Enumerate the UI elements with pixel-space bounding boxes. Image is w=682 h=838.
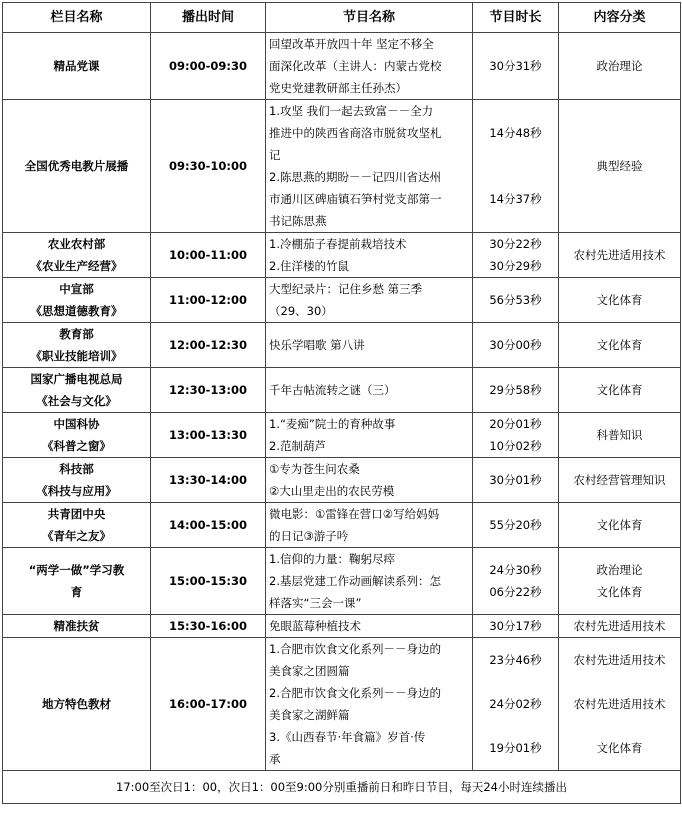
duration-cell [473, 100, 559, 233]
program-title-line: 记 [269, 148, 281, 162]
program-title-line: 免眼蓝莓种植技术 [269, 619, 361, 633]
program-title-line: 样落实“三会一课” [269, 596, 362, 610]
column-name-line: 中国科协 [53, 417, 100, 431]
program-title-line: 1.冷棚茄子春提前栽培技术 [269, 237, 407, 251]
duration-value: 23分46秒 [489, 653, 542, 667]
category-cell [559, 503, 681, 548]
duration-cell [473, 368, 559, 413]
broadcast-time-cell: 14:00-15:00 [151, 503, 266, 548]
column-name-cell [3, 548, 151, 615]
schedule-row [3, 413, 681, 458]
program-title-line: 2.陈思燕的期盼－－记四川省达州 [269, 170, 441, 184]
program-title-cell [266, 548, 473, 615]
program-title-cell [266, 323, 473, 368]
category-value: 文化体育 [596, 383, 643, 397]
broadcast-time-cell: 16:00-17:00 [151, 638, 266, 771]
duration-value: 14分48秒 [489, 126, 542, 140]
schedule-row [3, 638, 681, 771]
category-value: 文化体育 [596, 741, 643, 755]
column-name-cell [3, 413, 151, 458]
column-name-cell [3, 100, 151, 233]
schedule-row [3, 503, 681, 548]
program-title-line: 2.合肥市饮食文化系列－－身边的 [269, 686, 441, 700]
header-broadcast-time: 播出时间 [151, 3, 266, 33]
duration-value: 29分58秒 [489, 383, 542, 397]
category-cell [559, 458, 681, 503]
program-title-line: ②大山里走出的农民劳模 [269, 484, 395, 498]
broadcast-time-cell: 13:00-13:30 [151, 413, 266, 458]
category-value: 文化体育 [596, 338, 643, 352]
category-cell [559, 278, 681, 323]
program-title-line: ①专为苍生问农桑 [269, 462, 360, 476]
program-schedule-table [2, 2, 681, 804]
program-title-cell [266, 638, 473, 771]
duration-cell [473, 323, 559, 368]
broadcast-time-cell: 11:00-12:00 [151, 278, 266, 323]
schedule-row [3, 278, 681, 323]
column-name-cell [3, 233, 151, 278]
category-cell [559, 413, 681, 458]
column-name-line: 育 [70, 585, 83, 599]
category-value: 文化体育 [596, 585, 643, 599]
duration-cell [473, 413, 559, 458]
schedule-row [3, 33, 681, 100]
broadcast-time-cell: 13:30-14:00 [151, 458, 266, 503]
column-name-line: 《青年之友》 [42, 529, 111, 543]
column-name-line: 精品党课 [53, 59, 100, 73]
duration-value: 30分00秒 [489, 338, 542, 352]
header-row [3, 3, 681, 33]
column-name-cell [3, 638, 151, 771]
column-name-line: “两学一做”学习教 [28, 563, 125, 577]
category-value: 政治理论 [596, 59, 643, 73]
program-title-line: 1.“麦痴”院士的育种故事 [269, 417, 396, 431]
header-category: 内容分类 [559, 3, 681, 33]
duration-value: 55分20秒 [489, 518, 542, 532]
column-name-cell [3, 33, 151, 100]
duration-value: 10分02秒 [489, 439, 542, 453]
category-cell [559, 615, 681, 638]
category-cell [559, 33, 681, 100]
program-title-line: 的日记③游子吟 [269, 529, 349, 543]
duration-cell [473, 33, 559, 100]
duration-value: 19分01秒 [489, 741, 542, 755]
program-title-cell [266, 100, 473, 233]
column-name-line: 国家广播电视总局 [30, 372, 123, 386]
column-name-cell [3, 368, 151, 413]
program-title-cell [266, 233, 473, 278]
program-title-line: 千年古帖流转之谜（三） [269, 383, 396, 397]
category-cell [559, 638, 681, 771]
broadcast-time-cell: 12:00-12:30 [151, 323, 266, 368]
duration-value: 30分17秒 [489, 619, 542, 633]
duration-value: 56分53秒 [489, 293, 542, 307]
program-title-line: 1.合肥市饮食文化系列－－身边的 [269, 642, 441, 656]
duration-value: 30分22秒 [489, 237, 542, 251]
program-title-line: 书记陈思燕 [269, 214, 327, 228]
column-name-line: 全国优秀电教片展播 [24, 159, 129, 173]
header-column-name: 栏目名称 [3, 3, 151, 33]
column-name-line: 《职业技能培训》 [30, 349, 123, 363]
category-value: 农村经营管理知识 [573, 473, 666, 487]
program-title-line: 党史党建教研部主任孙杰） [269, 81, 407, 95]
duration-value: 06分22秒 [489, 585, 542, 599]
duration-value: 24分30秒 [489, 563, 542, 577]
schedule-row [3, 233, 681, 278]
header-duration: 节目时长 [473, 3, 559, 33]
duration-cell [473, 638, 559, 771]
program-title-line: 1.攻坚 我们一起去致富－－全力 [269, 104, 434, 118]
category-cell [559, 368, 681, 413]
broadcast-time-cell: 09:00-09:30 [151, 33, 266, 100]
footer-row [3, 771, 681, 804]
program-title-line: 推进中的陕西省商洛市脱贫攻坚札 [269, 126, 442, 140]
category-value: 农村先进适用技术 [573, 248, 666, 262]
program-title-line: 大型纪录片：记住乡愁 第三季 [269, 282, 423, 296]
broadcast-time-cell: 10:00-11:00 [151, 233, 266, 278]
category-value: 政治理论 [596, 563, 643, 577]
schedule-row [3, 615, 681, 638]
duration-value: 30分31秒 [489, 59, 542, 73]
program-title-line: 快乐学唱歌 第八讲 [269, 338, 365, 352]
program-title-line: 2.基层党建工作动画解读系列：怎 [269, 574, 441, 588]
broadcast-time-cell: 12:30-13:00 [151, 368, 266, 413]
program-title-cell [266, 615, 473, 638]
schedule-row [3, 548, 681, 615]
program-title-line: 3.《山西春节·年食篇》岁首·传 [269, 730, 426, 744]
schedule-row [3, 323, 681, 368]
broadcast-time-cell: 09:30-10:00 [151, 100, 266, 233]
column-name-line: 地方特色教材 [42, 697, 111, 711]
program-title-line: 微电影：①雷锋在营口②写给妈妈 [269, 507, 440, 521]
program-title-line: （29、30） [269, 304, 333, 318]
schedule-body [3, 33, 681, 771]
column-name-cell [3, 503, 151, 548]
category-value: 典型经验 [596, 159, 643, 173]
duration-value: 30分01秒 [489, 473, 542, 487]
column-name-line: 共青团中央 [47, 507, 106, 521]
category-value: 农村先进适用技术 [573, 697, 666, 711]
program-title-cell [266, 368, 473, 413]
column-name-line: 精准扶贫 [53, 619, 100, 633]
broadcast-time-cell: 15:00-15:30 [151, 548, 266, 615]
duration-cell [473, 458, 559, 503]
column-name-line: 教育部 [59, 327, 94, 341]
category-value: 科普知识 [596, 428, 643, 442]
category-cell [559, 233, 681, 278]
program-title-line: 面深化改革（主讲人：内蒙古党校 [269, 59, 442, 73]
category-cell [559, 323, 681, 368]
category-value: 农村先进适用技术 [573, 653, 666, 667]
program-title-line: 2.住洋楼的竹鼠 [269, 259, 349, 273]
category-value: 文化体育 [596, 518, 643, 532]
column-name-cell [3, 278, 151, 323]
duration-cell [473, 548, 559, 615]
column-name-line: 科技部 [59, 462, 94, 476]
header-program-title: 节目名称 [266, 3, 473, 33]
schedule-row [3, 100, 681, 233]
column-name-line: 《思想道德教育》 [30, 304, 123, 318]
column-name-cell [3, 458, 151, 503]
column-name-line: 《科技与应用》 [36, 484, 117, 498]
category-cell [559, 100, 681, 233]
column-name-line: 中宣部 [59, 282, 94, 296]
program-title-cell [266, 278, 473, 323]
program-title-cell [266, 33, 473, 100]
broadcast-time-cell: 15:30-16:00 [151, 615, 266, 638]
duration-cell [473, 233, 559, 278]
duration-value: 20分01秒 [489, 417, 542, 431]
program-title-line: 美食家之湖鲜篇 [269, 708, 350, 722]
duration-value: 30分29秒 [489, 259, 542, 273]
duration-cell [473, 503, 559, 548]
column-name-cell [3, 323, 151, 368]
rebroadcast-note: 17:00至次日1：00，次日1：00至9:00分别重播前日和昨日节目，每天24小时连续播出 [3, 771, 681, 804]
duration-value: 24分02秒 [489, 697, 542, 711]
column-name-line: 《科普之窗》 [42, 439, 111, 453]
program-title-line: 回望改革开放四十年 坚定不移全 [269, 37, 434, 51]
column-name-cell [3, 615, 151, 638]
program-title-line: 2.范制葫芦 [269, 439, 326, 453]
column-name-line: 《社会与文化》 [36, 394, 117, 408]
column-name-line: 《农业生产经营》 [30, 259, 123, 273]
duration-cell [473, 278, 559, 323]
program-title-cell [266, 458, 473, 503]
schedule-row [3, 368, 681, 413]
category-value: 文化体育 [596, 293, 643, 307]
column-name-line: 农业农村部 [47, 237, 106, 251]
category-cell [559, 548, 681, 615]
category-value: 农村先进适用技术 [573, 619, 666, 633]
program-title-cell [266, 413, 473, 458]
duration-value: 14分37秒 [489, 192, 542, 206]
program-title-line: 美食家之团圆篇 [269, 664, 350, 678]
program-title-line: 市通川区碑庙镇石笋村党支部第一 [269, 192, 442, 206]
duration-cell [473, 615, 559, 638]
program-title-line: 1.信仰的力量：鞠躬尽瘁 [269, 552, 395, 566]
program-title-line: 承 [269, 752, 281, 766]
program-title-cell [266, 503, 473, 548]
schedule-row [3, 458, 681, 503]
